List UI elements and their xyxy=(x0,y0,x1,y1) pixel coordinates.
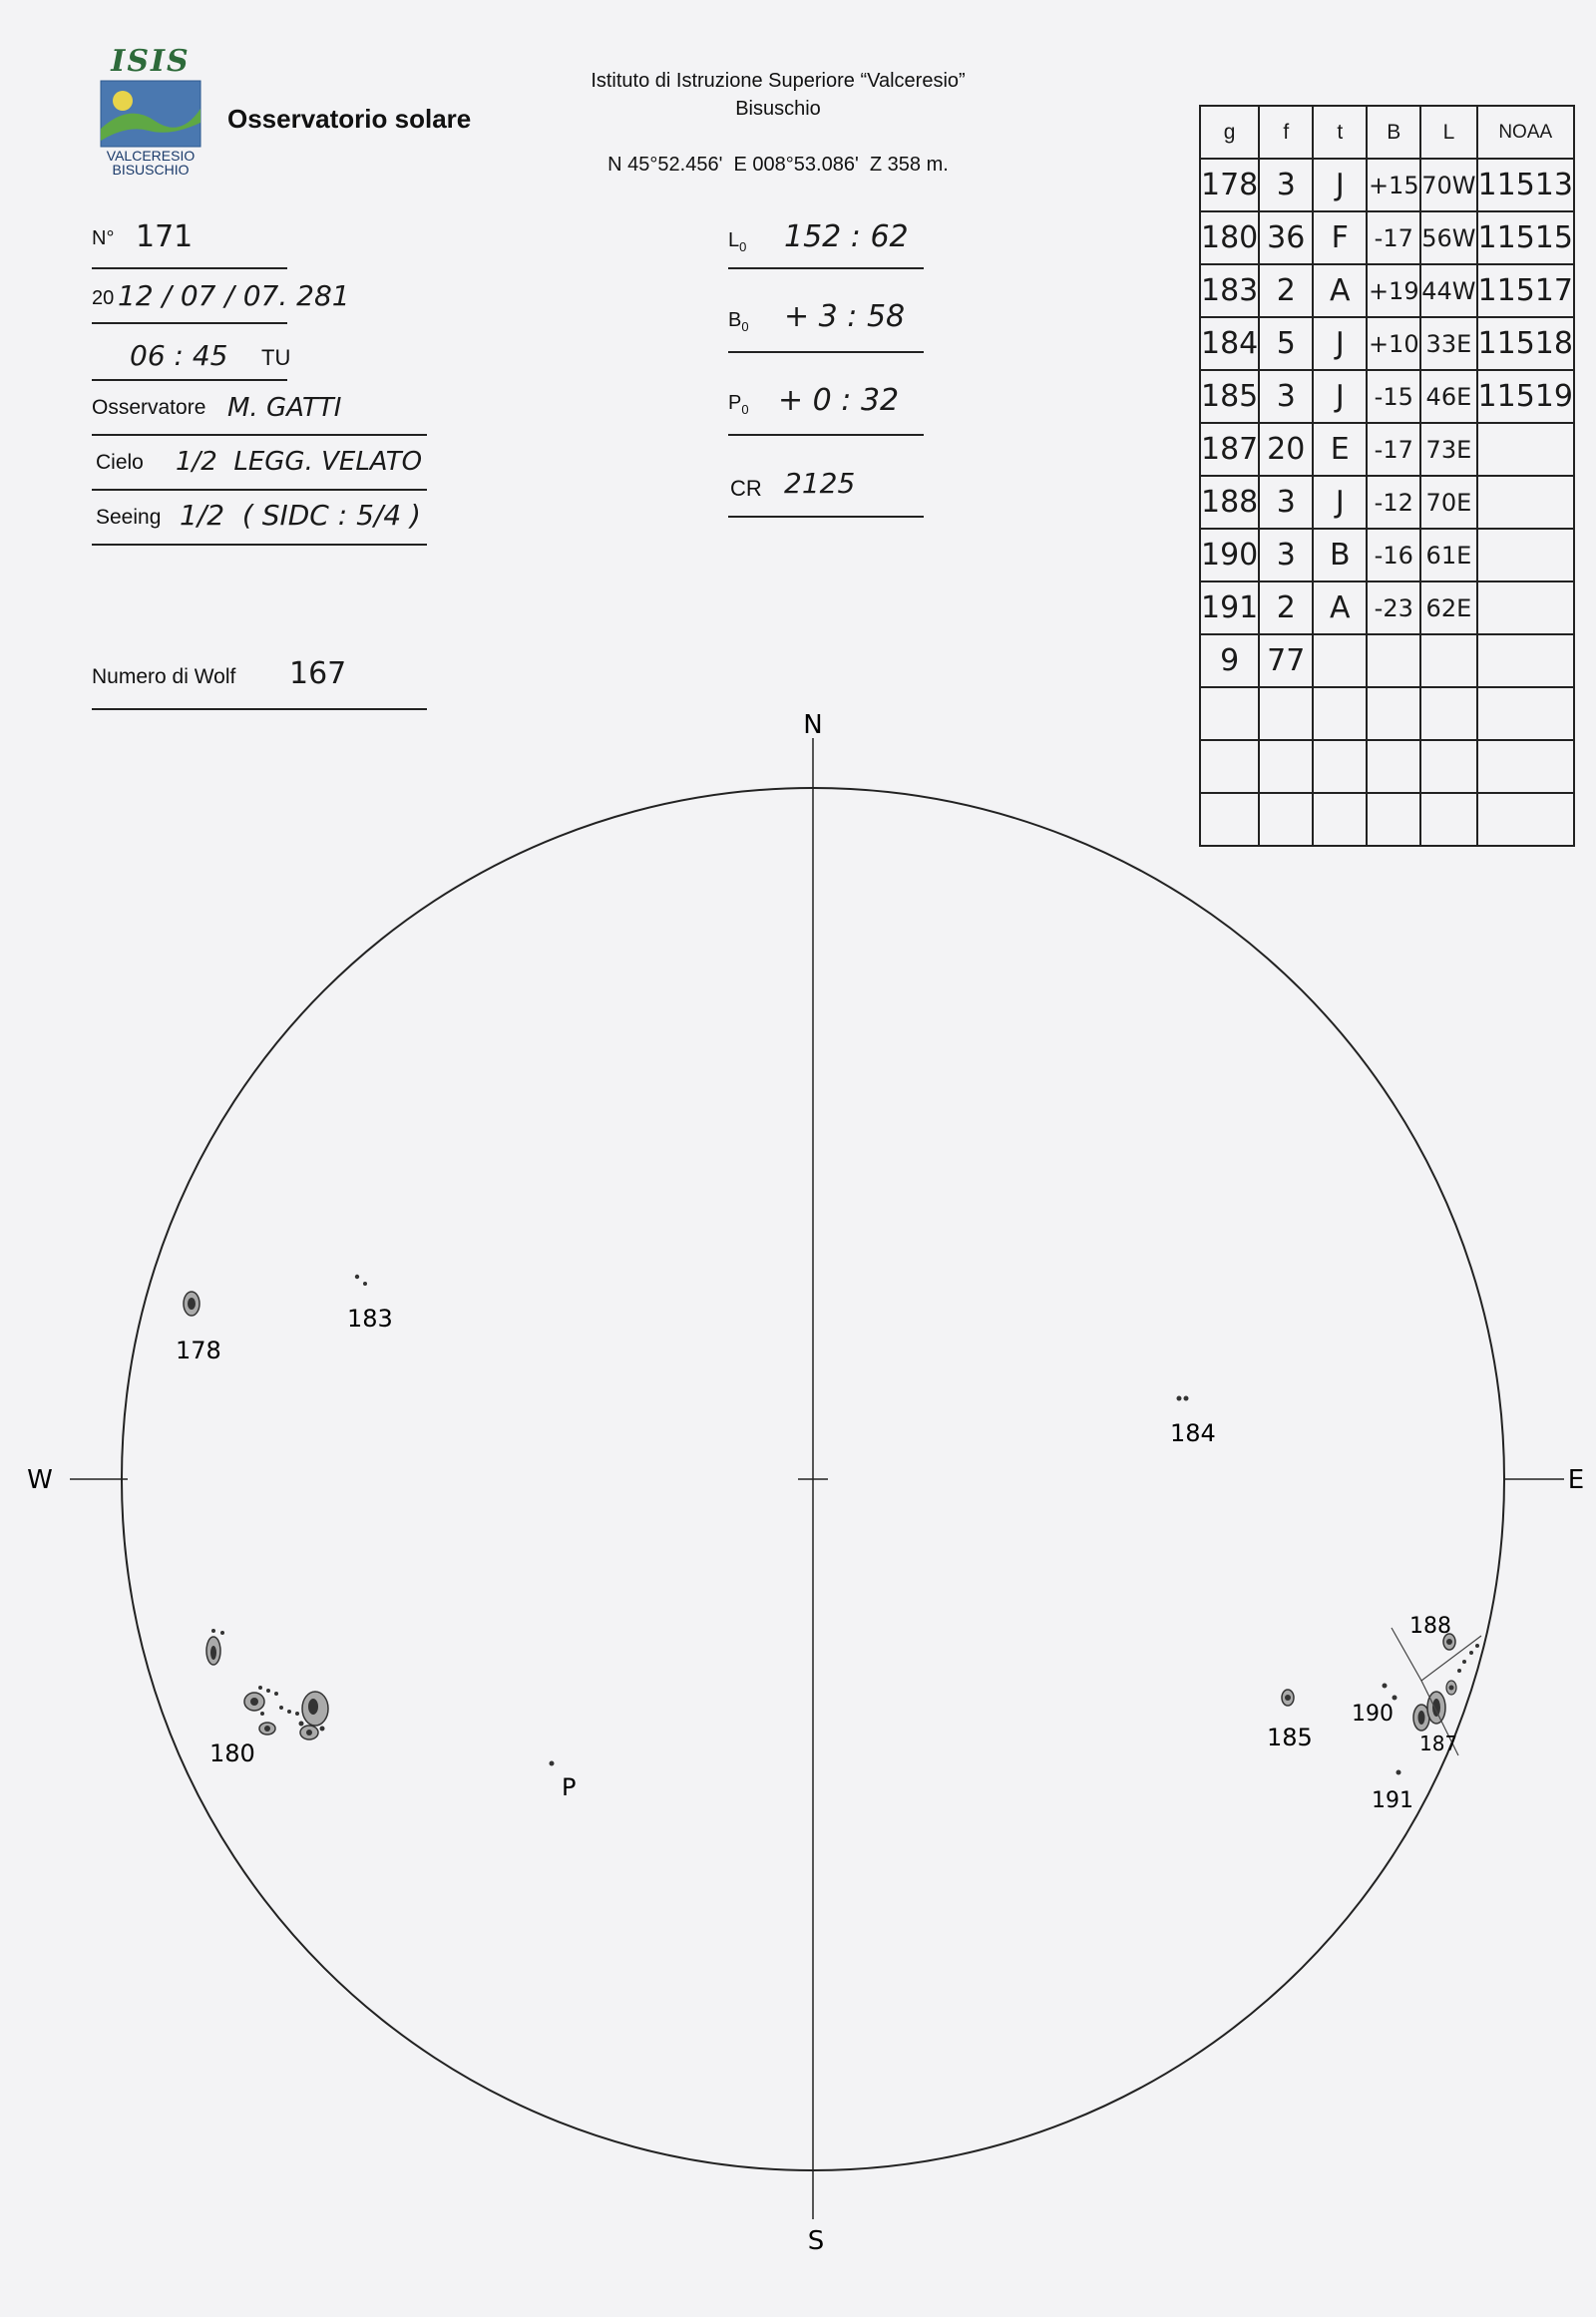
cell-t: A xyxy=(1313,581,1367,634)
group-label-188: 188 xyxy=(1409,1614,1451,1639)
observer-name: M. GATTI xyxy=(227,393,342,423)
wolf-label: Numero di Wolf xyxy=(92,665,236,688)
cell-f: 3 xyxy=(1259,529,1313,581)
cell-f: 20 xyxy=(1259,423,1313,476)
sunspot-group-187 xyxy=(1413,1660,1466,1731)
sunspot-group-183 xyxy=(355,1275,367,1286)
group-label-184: 184 xyxy=(1170,1419,1216,1447)
cell-g: 183 xyxy=(1200,264,1259,317)
sky-label: Cielo xyxy=(96,451,144,474)
cell-l: 73E xyxy=(1420,423,1476,476)
time-unit: TU xyxy=(261,345,291,370)
p0-subscript: 0 xyxy=(741,402,749,417)
date-prefix: 20 xyxy=(92,287,115,309)
obs-number-label: N° xyxy=(92,227,115,249)
sky-value: 1/2 LEGG. VELATO xyxy=(176,447,423,477)
cell-b: +15 xyxy=(1367,159,1420,211)
header-g: g xyxy=(1200,106,1259,159)
cell-g: 188 xyxy=(1200,476,1259,529)
header-t: t xyxy=(1313,106,1367,159)
l0-letter: L xyxy=(728,229,740,251)
cell-noaa: 11515 xyxy=(1477,211,1574,264)
observatory-title: Osservatorio solare xyxy=(227,104,472,134)
sunspot-group-184 xyxy=(1177,1396,1189,1401)
east-label: E xyxy=(1567,1465,1585,1495)
pole-marker-dot xyxy=(550,1761,555,1766)
cell-t: F xyxy=(1313,211,1367,264)
cell-l: 61E xyxy=(1420,529,1476,581)
cell-t: B xyxy=(1313,529,1367,581)
cell-l: 56W xyxy=(1420,211,1476,264)
cell-f: 77 xyxy=(1259,634,1313,687)
institute-coords: N 45°52.456' E 008°53.086' Z 358 m. xyxy=(607,154,949,176)
cr-value: 2125 xyxy=(784,467,856,500)
seeing-value: 1/2 ( SIDC : 5/4 ) xyxy=(180,499,421,532)
cell-g: 185 xyxy=(1200,370,1259,423)
logo-brand: ISIS xyxy=(111,44,191,79)
sunspot-group-185 xyxy=(1282,1690,1294,1706)
group-label-190: 190 xyxy=(1352,1702,1394,1727)
cell-t: A xyxy=(1313,264,1367,317)
cell-noaa: 11519 xyxy=(1477,370,1574,423)
sunspot-group-180 xyxy=(206,1629,328,1739)
north-label: N xyxy=(803,710,823,740)
cell-l: 33E xyxy=(1420,317,1476,370)
cell-f: 5 xyxy=(1259,317,1313,370)
cell-b: -23 xyxy=(1367,581,1420,634)
seeing-label: Seeing xyxy=(96,506,162,529)
b0-value: + 3 : 58 xyxy=(784,299,906,334)
cell-f: 3 xyxy=(1259,370,1313,423)
group-label-183: 183 xyxy=(347,1305,393,1333)
cell-l: 62E xyxy=(1420,581,1476,634)
cell-noaa: 11518 xyxy=(1477,317,1574,370)
cell-t: E xyxy=(1313,423,1367,476)
group-label-187: 187 xyxy=(1419,1732,1458,1755)
cell-f: 2 xyxy=(1259,264,1313,317)
group-label-180: 180 xyxy=(209,1739,255,1767)
cell-g: 180 xyxy=(1200,211,1259,264)
p0-letter: P xyxy=(728,392,742,414)
sunspot-group-191 xyxy=(1396,1770,1401,1775)
cell-g: 9 xyxy=(1200,634,1259,687)
pole-marker-label: P xyxy=(562,1773,577,1801)
cell-g: 184 xyxy=(1200,317,1259,370)
obs-time: 06 : 45 xyxy=(130,339,228,372)
institute-name: Istituto di Istruzione Superiore “Valceresio” xyxy=(591,70,966,92)
cell-noaa: 11517 xyxy=(1477,264,1574,317)
cell-t: J xyxy=(1313,159,1367,211)
cell-f: 3 xyxy=(1259,159,1313,211)
cell-g: 191 xyxy=(1200,581,1259,634)
header-l: L xyxy=(1420,106,1476,159)
cell-g: 187 xyxy=(1200,423,1259,476)
cell-l: 70E xyxy=(1420,476,1476,529)
cell-t: J xyxy=(1313,476,1367,529)
group-label-191: 191 xyxy=(1372,1788,1413,1813)
cell-t: J xyxy=(1313,317,1367,370)
cell-b: +19 xyxy=(1367,264,1420,317)
cell-b: +10 xyxy=(1367,317,1420,370)
logo-sub1: VALCERESIO xyxy=(106,148,196,164)
cell-f: 36 xyxy=(1259,211,1313,264)
wolf-number: 167 xyxy=(289,656,347,691)
cell-l: 46E xyxy=(1420,370,1476,423)
group-label-185: 185 xyxy=(1267,1724,1313,1751)
cell-l: 44W xyxy=(1420,264,1476,317)
west-label: W xyxy=(27,1465,53,1495)
obs-date: 12 / 07 / 07. 281 xyxy=(118,279,350,312)
institute-town: Bisuschio xyxy=(735,98,821,120)
obs-number: 171 xyxy=(136,219,194,254)
cell-b: -12 xyxy=(1367,476,1420,529)
header-f: f xyxy=(1259,106,1313,159)
header-b: B xyxy=(1367,106,1420,159)
observer-label: Osservatore xyxy=(92,396,206,419)
cell-b: -16 xyxy=(1367,529,1420,581)
cell-g: 178 xyxy=(1200,159,1259,211)
cr-label: CR xyxy=(730,476,762,501)
cell-b: -15 xyxy=(1367,370,1420,423)
b0-letter: B xyxy=(728,309,742,331)
l0-value: 152 : 62 xyxy=(784,219,909,254)
logo-sub2: BISUSCHIO xyxy=(112,162,190,178)
cell-t: J xyxy=(1313,370,1367,423)
south-label: S xyxy=(807,2226,825,2256)
sunspot-group-178 xyxy=(184,1292,200,1316)
b0-subscript: 0 xyxy=(741,319,749,334)
cell-l: 70W xyxy=(1420,159,1476,211)
sunspot-group-190 xyxy=(1383,1684,1397,1701)
header-noaa: NOAA xyxy=(1477,106,1574,159)
cell-noaa: 11513 xyxy=(1477,159,1574,211)
group-label-178: 178 xyxy=(176,1337,221,1364)
cell-f: 3 xyxy=(1259,476,1313,529)
p0-value: + 0 : 32 xyxy=(778,383,900,418)
cell-b: -17 xyxy=(1367,211,1420,264)
l0-subscript: 0 xyxy=(739,239,747,254)
cell-g: 190 xyxy=(1200,529,1259,581)
cell-f: 2 xyxy=(1259,581,1313,634)
cell-b: -17 xyxy=(1367,423,1420,476)
